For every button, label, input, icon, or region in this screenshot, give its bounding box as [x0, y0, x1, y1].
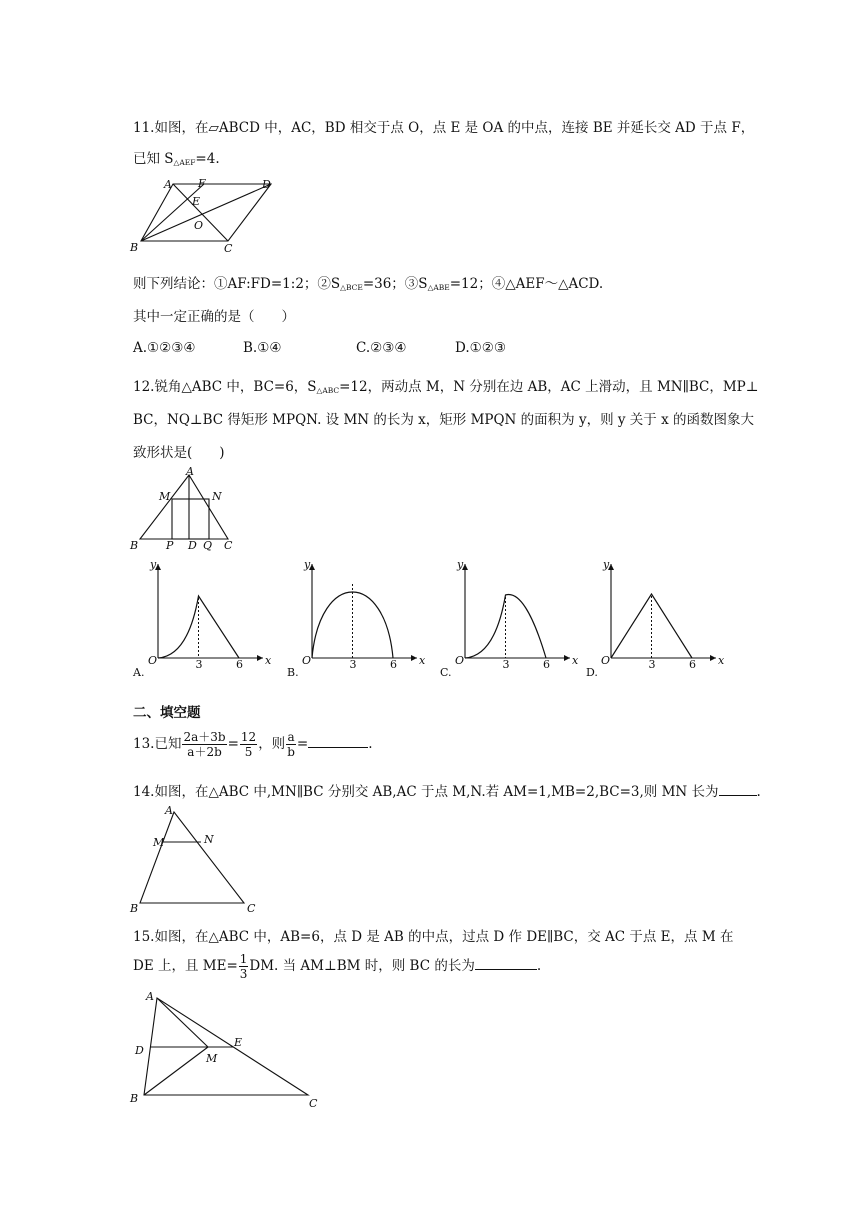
q13-prefix: 13.已知	[133, 736, 182, 752]
q11-label-o: O	[194, 219, 204, 232]
tick-6: 6	[689, 658, 696, 671]
q11-conclusions	[133, 272, 603, 292]
q11-label-f: F	[198, 177, 206, 190]
q15-line2-prefix: DE 上，且 ME=	[133, 958, 238, 974]
q11-option-a[interactable]: A.①②③④	[133, 340, 196, 356]
q11-line1: 11.如图，在▱ABCD 中，AC，BD 相交于点 O，点 E 是 OA 的中点，连接 BE 并延长交 AD 于点 F，	[133, 120, 755, 136]
q12-label-b: B	[130, 539, 139, 552]
q11-conclusions-b: =36；③S	[362, 276, 428, 292]
q13-answer-blank[interactable]	[308, 735, 368, 748]
section-title-fill-in: 二、填空题	[133, 705, 201, 721]
origin-label: O	[455, 654, 465, 667]
q14-figure	[128, 806, 263, 916]
q11-conclusions-c: =12；④△AEF～△ACD.	[449, 276, 604, 292]
q12-figure	[128, 465, 243, 556]
tick-3: 3	[195, 658, 203, 671]
q12-graph-option-label[interactable]: D.	[586, 666, 598, 679]
tick-3: 3	[502, 658, 510, 671]
x-axis-label: x	[572, 654, 579, 667]
q15-end: .	[536, 958, 542, 974]
q15-label-a: A	[146, 990, 154, 1003]
q12-label-d: D	[188, 539, 197, 552]
y-axis-label: y	[457, 558, 464, 571]
q11-conclusions-a: 则下列结论：①AF:FD=1:2；②S	[133, 276, 341, 292]
q11-line2-prefix: 已知 S	[133, 151, 174, 167]
q12-graph-option-label[interactable]: A.	[133, 666, 145, 679]
q15-figure	[128, 990, 328, 1110]
q12-graph-b	[287, 558, 426, 683]
q12-label-n: N	[212, 490, 222, 503]
q15-line2	[133, 952, 541, 981]
q12-graph-option-label[interactable]: C.	[440, 666, 452, 679]
q11-label-c: C	[224, 242, 233, 255]
q11-conclusions-sub1: △BCE	[340, 283, 363, 292]
q12-line1-a: 12.锐角△ABC 中，BC=6，S	[133, 379, 317, 395]
q15-fraction	[239, 952, 249, 981]
q15-line2-suffix: DM. 当 AM⊥BM 时，则 BC 的长为	[249, 958, 475, 974]
q12-label-q: Q	[203, 539, 213, 552]
tick-6: 6	[543, 658, 550, 671]
q14-label-a: A	[165, 804, 173, 817]
q14-label-b: B	[130, 902, 139, 915]
q15-label-e: E	[234, 1036, 243, 1049]
x-axis-arrow	[257, 655, 263, 661]
q11-figure	[130, 175, 280, 255]
q11-label-a: A	[164, 178, 172, 191]
q15-label-c: C	[309, 1097, 318, 1110]
q11-option-d[interactable]: D.①②③	[455, 340, 506, 356]
q14-answer-blank[interactable]	[719, 783, 757, 796]
q13-eq: =	[227, 736, 239, 752]
q11-line2	[133, 147, 220, 167]
q15-frac-den: 3	[239, 967, 248, 981]
q11-question: 其中一定正确的是（ ）	[133, 309, 295, 325]
q11-label-e: E	[192, 195, 201, 208]
q14-line	[133, 780, 761, 800]
x-axis-label: x	[419, 654, 426, 667]
q14-label-n: N	[204, 833, 214, 846]
q12-line1	[133, 375, 758, 395]
q13-fraction-2	[240, 730, 257, 759]
q12-label-p: P	[166, 539, 174, 552]
origin-label: O	[148, 654, 158, 667]
q15-label-d: D	[135, 1044, 144, 1057]
q11-line2-sub: △AEF	[173, 158, 196, 167]
q14-end: .	[756, 784, 761, 800]
q12-label-a: A	[186, 465, 194, 478]
x-axis-arrow	[710, 655, 716, 661]
q15-label-m: M	[206, 1052, 218, 1065]
q12-graph-a	[133, 558, 272, 683]
q13-end: .	[368, 736, 373, 752]
x-axis-arrow	[564, 655, 570, 661]
q15-label-b: B	[130, 1092, 139, 1105]
q11-line2-suffix: =4.	[195, 151, 220, 167]
q11-label-b: B	[130, 241, 139, 254]
x-axis-label: x	[718, 654, 725, 667]
q13-frac2-num: 12	[240, 730, 257, 744]
y-axis-label: y	[150, 558, 157, 571]
q13-mid: ，则	[258, 736, 286, 752]
tick-6: 6	[236, 658, 243, 671]
origin-label: O	[302, 654, 312, 667]
q15-answer-blank[interactable]	[475, 957, 537, 970]
y-axis-label: y	[603, 558, 610, 571]
q12-graph-d	[586, 558, 725, 683]
q12-graph-option-label[interactable]: B.	[287, 666, 299, 679]
q15-line1: 15.如图，在△ABC 中，AB=6，点 D 是 AB 的中点，过点 D 作 DE∥BC，交 AC 于点 E，点 M 在	[133, 929, 734, 945]
q13-fraction-3	[286, 730, 296, 759]
q13-fraction-1	[182, 730, 226, 759]
q13-frac3-num: a	[287, 730, 295, 744]
q11-option-c[interactable]: C.②③④	[356, 340, 407, 356]
tick-6: 6	[390, 658, 397, 671]
q15-frac-num: 1	[239, 952, 248, 966]
q14-label-m: M	[153, 836, 165, 849]
q13-suffix: =	[296, 736, 309, 752]
q11-option-b[interactable]: B.①④	[243, 340, 282, 356]
q13-frac1-den: a＋2b	[187, 745, 222, 759]
x-axis-label: x	[265, 654, 272, 667]
q11-label-d: D	[262, 178, 271, 191]
q12-line1-sub: △ABC	[316, 386, 340, 395]
tick-3: 3	[648, 658, 656, 671]
q13-frac3-den: b	[287, 745, 295, 759]
q12-line3: 致形状是( )	[133, 445, 225, 461]
q13-frac2-den: 5	[244, 745, 253, 759]
q12-graph-c	[440, 558, 579, 683]
origin-label: O	[601, 654, 611, 667]
y-axis-label: y	[304, 558, 311, 571]
q14-text: 14.如图，在△ABC 中,MN∥BC 分别交 AB,AC 于点 M,N.若 AM=1,MB=2,BC=3,则 MN 长为	[133, 784, 719, 800]
q11-conclusions-sub2: △ABE	[427, 283, 450, 292]
tick-3: 3	[349, 658, 357, 671]
x-axis-arrow	[411, 655, 417, 661]
q12-line2: BC，NQ⊥BC 得矩形 MPQN. 设 MN 的长为 x，矩形 MPQN 的面积为 y，则 y 关于 x 的函数图象大	[133, 412, 754, 428]
q12-line1-b: =12，两动点 M，N 分别在边 AB，AC 上滑动，且 MN∥BC，MP⊥	[339, 379, 759, 395]
q14-label-c: C	[247, 902, 256, 915]
q13-frac1-num: 2a＋3b	[183, 730, 226, 744]
q12-label-c: C	[224, 539, 233, 552]
q12-label-m: M	[159, 490, 171, 503]
q13-line	[133, 730, 372, 759]
